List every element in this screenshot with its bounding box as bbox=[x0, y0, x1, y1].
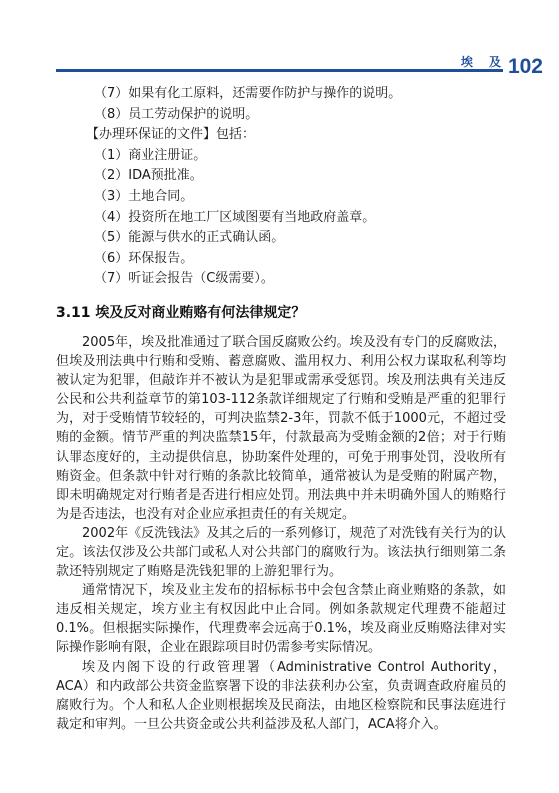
documents-heading: 【办理环保证的文件】包括： bbox=[86, 127, 256, 143]
list-item: （6）环保报告。 bbox=[94, 250, 194, 266]
paragraph: 埃及内阁下设的行政管理署（Administrative Control Authority，ACA）和内政部公共资金监察署下设的非法获利办公室，负责调查政府雇员的腐败行为。个人和私人企业则根据埃及民商法，由地区检察院和民事法庭进行裁定和审判。一旦公共资金或公共利益涉及私人部门，ACA将介入。 bbox=[56, 659, 506, 732]
page-body bbox=[56, 84, 506, 734]
header-rule bbox=[56, 69, 503, 72]
list-item: （8）员工劳动保护的说明。 bbox=[94, 106, 259, 122]
list-item: （7）听证会报告（C级需要）。 bbox=[94, 271, 274, 287]
requirements-list bbox=[56, 84, 506, 290]
list-item: （5）能源与供水的正式确认函。 bbox=[94, 230, 285, 246]
paragraph: 2002年《反洗钱法》及其之后的一系列修订，规范了对洗钱有关行为的认定。该法仅涉及公共部门或私人对公共部门的腐败行为。该法执行细则第二条款还特别规定了贿赂是洗钱犯罪的上游犯罪行为。 bbox=[56, 525, 506, 580]
list-item: （1）商业注册证。 bbox=[94, 147, 207, 163]
page-number: 102 bbox=[507, 55, 543, 78]
paragraph: 2005年，埃及批准通过了联合国反腐败公约。埃及没有专门的反腐败法，但埃及刑法典中行贿和受贿、蓄意腐败、滥用权力、利用公权力谋取私利等均被认定为犯罪，但敲诈并不被认为是犯罪或需承受惩罚。埃及刑法典有关违反公民和公共利益章节的第103-112条款详细规定了行贿和受贿是严重的犯罪行为，对于受贿情节较轻的，可判决监禁2-3年，罚款不低于1000元，不超过受贿的金额。情节严重的判决监禁15年，付款最高为受贿金额的2倍；对于行贿认罪态度好的，主动提供信息，协助案件处理的，可免于刑事处罚，没收所有贿资金。但条款中针对行贿的条款比较简单，通常被认为是受贿的附属产物，即未明确规定对行贿者是否进行相应处罚。刑法典中并未明确外国人的贿赂行为是否违法，也没有对企业应承担责任的有关规定。 bbox=[56, 334, 506, 522]
list-item: （3）土地合同。 bbox=[94, 188, 194, 204]
list-item: （7）如果有化工原料，还需要作防护与操作的说明。 bbox=[94, 86, 402, 101]
paragraph: 通常情况下，埃及业主发布的招标标书中会包含禁止商业贿赂的条款，如违反相关规定，埃方业主有权因此中止合同。例如条款规定代理费不能超过0.1%。但根据实际操作，代理费率会远高于0.1%，埃及商业反贿赂法律对实际操作影响有限，企业在跟踪项目时仍需参考实际情况。 bbox=[56, 583, 506, 656]
section-heading: 3.11 埃及反对商业贿赂有何法律规定？ bbox=[56, 304, 306, 321]
running-header-title: 埃 及 bbox=[460, 55, 507, 69]
list-item: （4）投资所在地工厂区域图要有当地政府盖章。 bbox=[94, 209, 376, 225]
page-header bbox=[0, 0, 559, 80]
list-item: （2）IDA预批准。 bbox=[94, 168, 203, 184]
